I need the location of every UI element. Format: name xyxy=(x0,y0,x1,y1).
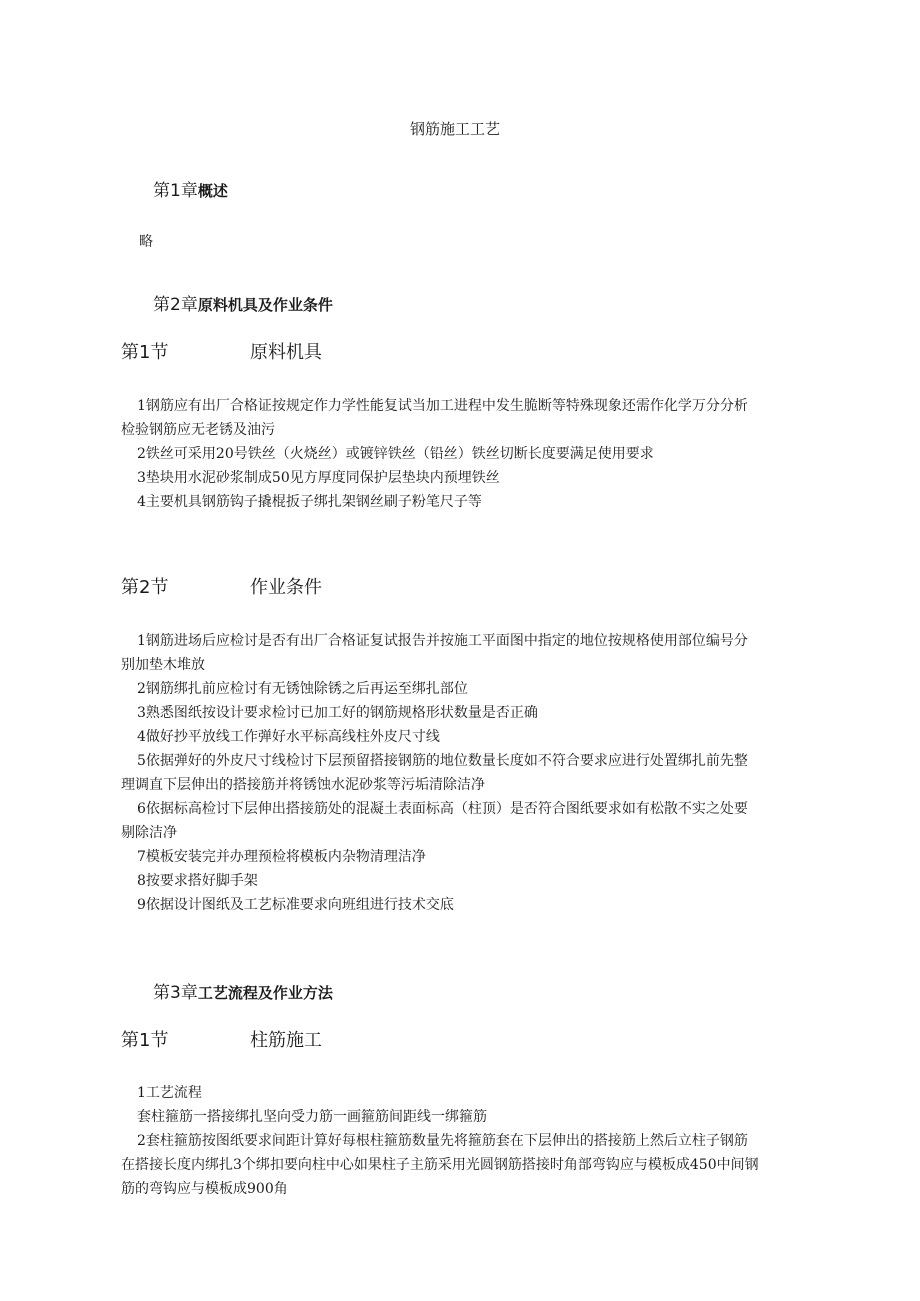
chapter-3-name: 工艺流程及作业方法 xyxy=(197,984,333,1002)
para-line: 7模板安装完并办理预检将模板内杂物清理洁净 xyxy=(137,849,426,865)
para-line: 2铁丝可采用20号铁丝（火烧丝）或镀锌铁丝（铅丝）铁丝切断长度要满足使用要求 xyxy=(137,446,654,462)
para-line: 3垫块用水泥砂浆制成50见方厚度同保护层垫块内预埋铁丝 xyxy=(137,470,500,486)
chapter-1-body: 略 xyxy=(139,234,153,250)
chapter-3-heading xyxy=(153,978,333,1003)
document-title: 钢筋施工工艺 xyxy=(410,120,501,138)
section-2-1-paragraphs xyxy=(121,394,821,514)
para-line: 2套柱箍筋按图纸要求间距计算好每根柱箍筋数量先将箍筋套在下层伸出的搭接筋上然后立柱子钢筋 xyxy=(137,1133,748,1149)
para-line: 理调直下层伸出的搭接筋并将锈蚀水泥砂浆等污垢清除洁净 xyxy=(121,777,485,793)
para-line: 1工艺流程 xyxy=(137,1085,202,1101)
section-2-2-paragraphs xyxy=(121,629,821,917)
chapter-2-prefix: 第2章 xyxy=(153,295,198,315)
para-line: 9依据设计图纸及工艺标准要求向班组进行技术交底 xyxy=(137,897,454,913)
chapter-2-name: 原料机具及作业条件 xyxy=(197,296,333,314)
para-line: 剔除洁净 xyxy=(121,825,177,841)
para-line: 2钢筋绑扎前应检讨有无锈蚀除锈之后再运至绑扎部位 xyxy=(137,681,468,697)
para-line: 1钢筋应有出厂合格证按规定作力学性能复试当加工进程中发生脆断等特殊现象还需作化学万分分析 xyxy=(137,398,748,414)
para-line: 8按要求搭好脚手架 xyxy=(137,873,258,889)
section-2-1-heading xyxy=(0,338,920,364)
chapter-1-name: 概述 xyxy=(197,182,228,200)
para-line: 套柱箍筋一搭接绑扎坚向受力筋一画箍筋间距线一绑箍筋 xyxy=(137,1109,487,1125)
para-line: 4主要机具钢筋钩子撬棍扳子绑扎架钢丝刷子粉笔尺子等 xyxy=(137,494,482,510)
section-3-1-number: 第1节 xyxy=(121,1030,169,1051)
section-3-1-heading xyxy=(0,1026,920,1052)
para-line: 检验钢筋应无老锈及油污 xyxy=(121,422,275,438)
para-line: 3熟悉图纸按设计要求检讨已加工好的钢筋规格形状数量是否正确 xyxy=(137,705,538,721)
chapter-3-prefix: 第3章 xyxy=(153,983,198,1003)
section-2-1-number: 第1节 xyxy=(121,342,169,363)
section-2-2-name: 作业条件 xyxy=(250,577,322,598)
chapter-2-heading xyxy=(153,290,333,315)
section-2-2-heading xyxy=(0,573,920,599)
section-3-1-paragraphs xyxy=(121,1081,821,1201)
para-line: 别加垫木堆放 xyxy=(121,657,205,673)
chapter-1-prefix: 第1章 xyxy=(153,181,198,201)
para-line: 1钢筋进场后应检讨是否有出厂合格证复试报告并按施工平面图中指定的地位按规格使用部位编号分 xyxy=(137,633,748,649)
para-line: 5依据弹好的外皮尺寸线检讨下层预留搭接钢筋的地位数量长度如不符合要求应进行处置绑扎前先整 xyxy=(137,753,748,769)
section-2-2-number: 第2节 xyxy=(121,577,169,598)
section-3-1-name: 柱筋施工 xyxy=(250,1030,322,1051)
chapter-1-heading xyxy=(153,176,228,201)
para-line: 4做好抄平放线工作弹好水平标高线柱外皮尺寸线 xyxy=(137,729,440,745)
para-line: 在搭接长度内绑扎3个绑扣要向柱中心如果柱子主筋采用光圆钢筋搭接时角部弯钩应与模板成450中间钢 xyxy=(121,1157,759,1173)
para-line: 6依据标高检讨下层伸出搭接筋处的混凝土表面标高（柱顶）是否符合图纸要求如有松散不实之处要 xyxy=(137,801,748,817)
section-2-1-name: 原料机具 xyxy=(250,342,322,363)
para-line: 筋的弯钩应与模板成900角 xyxy=(121,1181,288,1197)
